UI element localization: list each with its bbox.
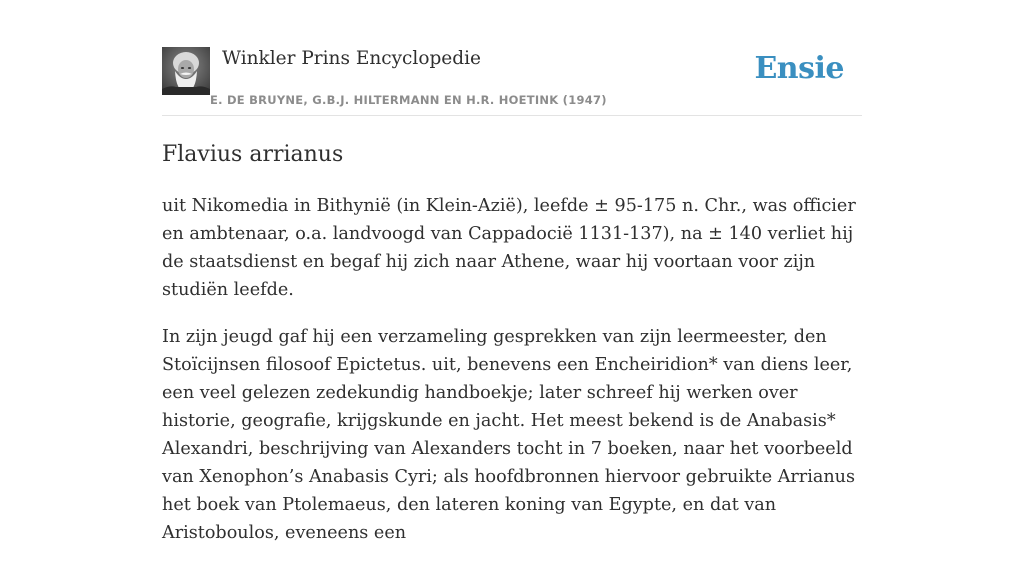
author-portrait-icon: [162, 47, 210, 95]
header: [162, 46, 862, 116]
author-avatar[interactable]: [162, 47, 210, 95]
brand-logo[interactable]: Ensie: [754, 51, 844, 86]
content-container: [162, 46, 862, 543]
site-title[interactable]: Winkler Prins Encyclopedie: [222, 48, 481, 69]
article-title: Flavius arrianus: [162, 142, 344, 167]
authors-line: E. DE BRUYNE, G.B.J. HILTERMANN EN H.R. HOETINK (1947): [210, 93, 607, 107]
article-body: [162, 192, 862, 566]
article-paragraph: In zijn jeugd gaf hij een verzameling gesprekken van zijn leermeester, den Stoïcijnsen filosoof Epictetus. uit, benevens een Encheiridion* van diens leer, een veel gelezen zedekundig handboekje; later schreef hij werken over historie, geografie, krijgskunde en jacht. Het meest bekend is de Anabasis* Alexandri, beschrijving van Alexanders tocht in 7 boeken, naar het voorbeeld van Xenophon’s Anabasis Cyri; als hoofdbronnen hiervoor gebruikte Arrianus het boek van Ptolemaeus, den lateren koning van Egypte, en dat van Aristoboulos, eveneens een: [162, 327, 856, 543]
article-paragraph: uit Nikomedia in Bithynië (in Klein-Azië), leefde ± 95-175 n. Chr., was officier en ambtenaar, o.a. landvoogd van Cappadocië 1131-137), na ± 140 verliet hij de staatsdienst en begaf hij zich naar Athene, waar hij voortaan voor zijn studiën leefde.: [162, 196, 856, 300]
